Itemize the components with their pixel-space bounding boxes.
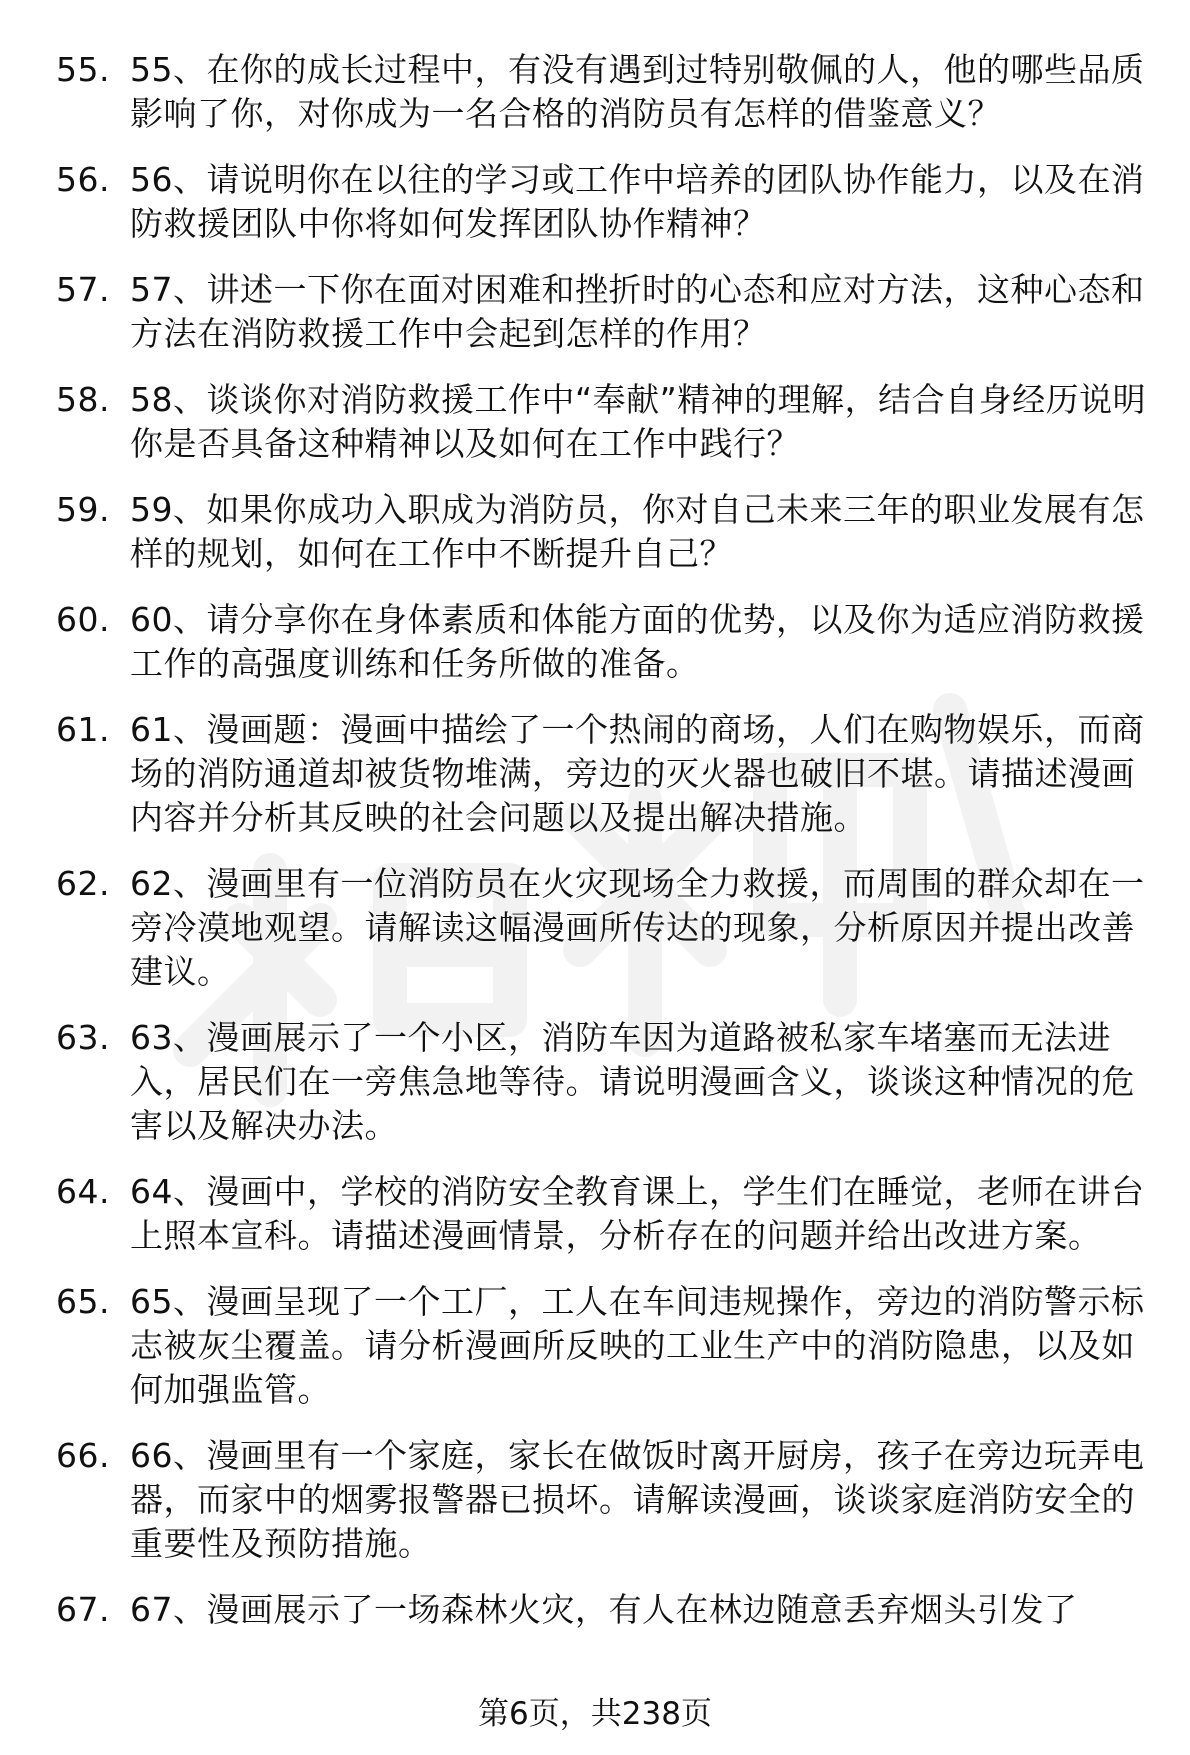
question-number: 61. (56, 710, 110, 749)
question-item (0, 598, 1190, 686)
question-text: 65、漫画呈现了一个工厂，工人在车间违规操作，旁边的消防警示标志被灰尘覆盖。请分析漫画所反映的工业生产中的消防隐患，以及如何加强监管。 (130, 1282, 1145, 1409)
question-number: 60. (56, 600, 110, 639)
question-number: 63. (56, 1018, 110, 1057)
question-text: 66、漫画里有一个家庭，家长在做饭时离开厨房，孩子在旁边玩弄电器，而家中的烟雾报警器已损坏。请解读漫画，谈谈家庭消防安全的重要性及预防措施。 (130, 1436, 1145, 1563)
question-item (0, 378, 1190, 466)
question-number: 65. (56, 1282, 110, 1321)
question-text: 58、谈谈你对消防救援工作中“奉献”精神的理解，结合自身经历说明你是否具备这种精神以及如何在工作中践行？ (130, 380, 1147, 463)
question-list (0, 48, 1190, 1654)
question-text: 63、漫画展示了一个小区，消防车因为道路被私家车堵塞而无法进入，居民们在一旁焦急地等待。请说明漫画含义，谈谈这种情况的危害以及解决办法。 (130, 1018, 1135, 1145)
question-number: 64. (56, 1172, 110, 1211)
question-item (0, 862, 1190, 994)
question-item (0, 1170, 1190, 1258)
question-number: 67. (56, 1590, 110, 1629)
question-item (0, 1434, 1190, 1566)
question-item (0, 1016, 1190, 1148)
question-item (0, 48, 1190, 136)
question-text: 67、漫画展示了一场森林火灾，有人在林边随意丢弃烟头引发了 (130, 1590, 1078, 1629)
page-footer: 第6页，共238页 (478, 1696, 712, 1732)
question-number: 66. (56, 1436, 110, 1475)
question-item (0, 158, 1190, 246)
question-number: 57. (56, 270, 110, 309)
question-text: 57、讲述一下你在面对困难和挫折时的心态和应对方法，这种心态和方法在消防救援工作中会起到怎样的作用？ (130, 270, 1145, 353)
question-text: 56、请说明你在以往的学习或工作中培养的团队协作能力，以及在消防救援团队中你将如何发挥团队协作精神？ (130, 160, 1145, 243)
question-text: 60、请分享你在身体素质和体能方面的优势，以及你为适应消防救援工作的高强度训练和任务所做的准备。 (130, 600, 1145, 683)
question-text: 64、漫画中，学校的消防安全教育课上，学生们在睡觉，老师在讲台上照本宣科。请描述漫画情景，分析存在的问题并给出改进方案。 (130, 1172, 1145, 1255)
question-item (0, 1588, 1190, 1632)
question-item (0, 708, 1190, 840)
question-item (0, 488, 1190, 576)
question-text: 59、如果你成功入职成为消防员，你对自己未来三年的职业发展有怎样的规划，如何在工作中不断提升自己？ (130, 490, 1145, 573)
question-number: 62. (56, 864, 110, 903)
question-number: 58. (56, 380, 110, 419)
question-item (0, 268, 1190, 356)
question-text: 61、漫画题：漫画中描绘了一个热闹的商场，人们在购物娱乐，而商场的消防通道却被货物堆满，旁边的灭火器也破旧不堪。请描述漫画内容并分析其反映的社会问题以及提出解决措施。 (130, 710, 1145, 837)
question-text: 62、漫画里有一位消防员在火灾现场全力救援，而周围的群众却在一旁冷漠地观望。请解读这幅漫画所传达的现象，分析原因并提出改善建议。 (130, 864, 1145, 991)
question-number: 56. (56, 160, 110, 199)
question-number: 55. (56, 50, 110, 89)
question-number: 59. (56, 490, 110, 529)
question-text: 55、在你的成长过程中，有没有遇到过特别敬佩的人，他的哪些品质影响了你，对你成为一名合格的消防员有怎样的借鉴意义？ (130, 50, 1145, 133)
question-item (0, 1280, 1190, 1412)
